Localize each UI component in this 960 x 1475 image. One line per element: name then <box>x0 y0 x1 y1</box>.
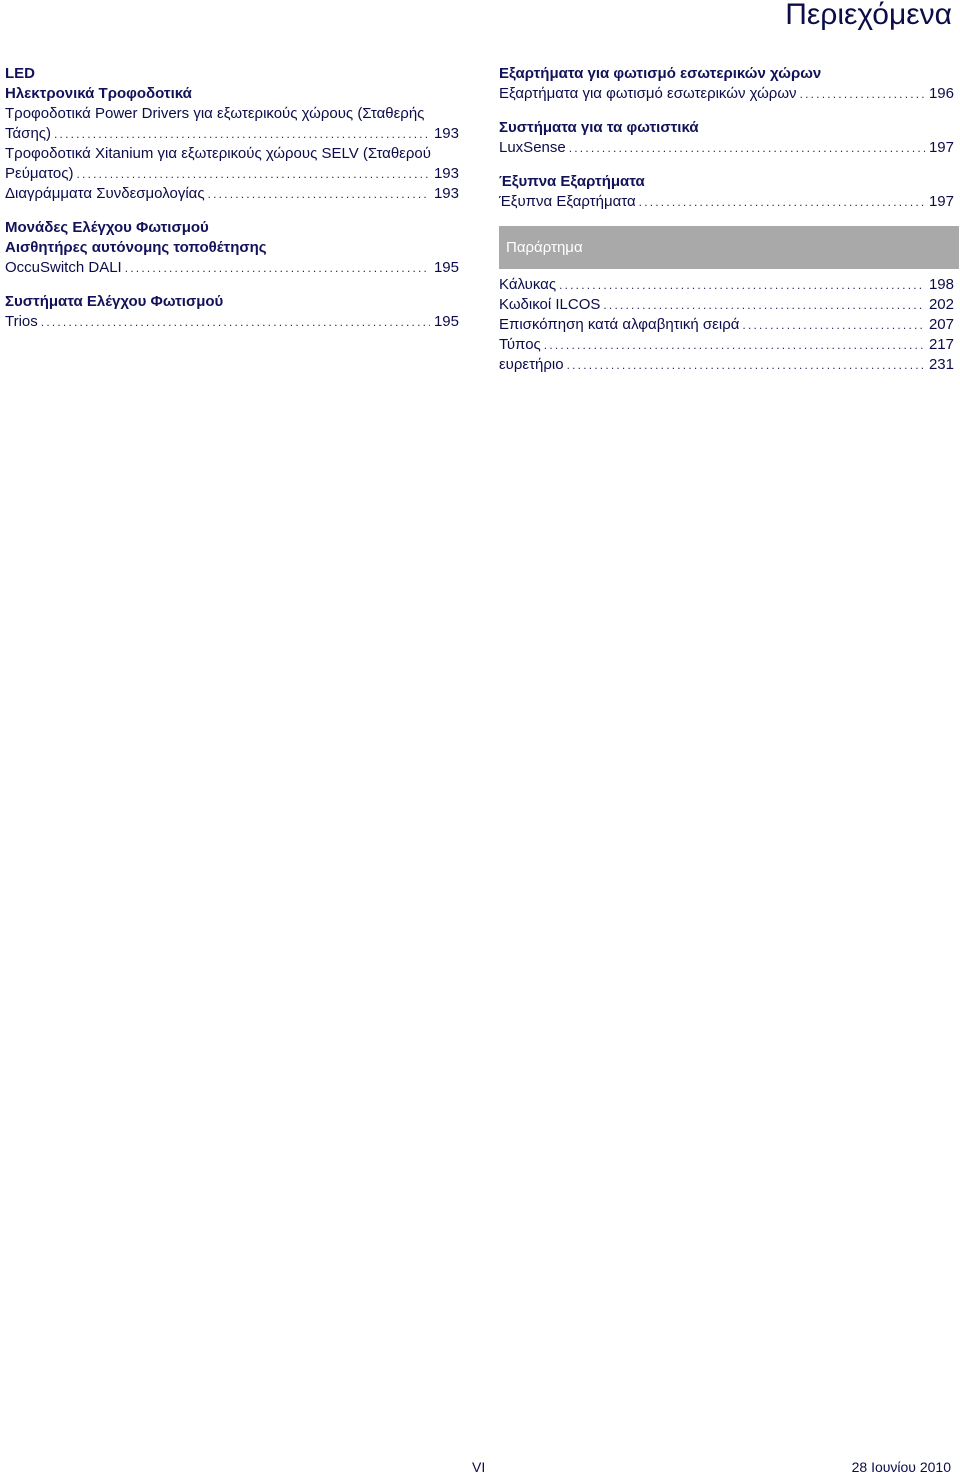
dot-leader <box>125 258 430 278</box>
toc-entry-text: Διαγράμματα Συνδεσμολογίας <box>5 185 205 202</box>
toc-entry-appendix[interactable] <box>499 335 954 355</box>
subsection-heading-drivers[interactable]: Ηλεκτρονικά Τροφοδοτικά <box>5 85 192 102</box>
dot-leader <box>559 275 925 295</box>
page-number: 193 <box>433 165 459 182</box>
page-title: Περιεχόμενα <box>785 0 952 31</box>
toc-entry-luxsense[interactable] <box>499 138 954 158</box>
toc-entry-smart-accessories[interactable] <box>499 192 954 212</box>
toc-entry-text-line1: Τροφοδοτικά Power Drivers για εξωτερικούς χώρους (Σταθερής <box>5 105 425 122</box>
appendix-banner[interactable]: Παράρτημα <box>499 226 959 269</box>
page-number: 195 <box>433 313 459 330</box>
toc-entry-wiring-diagrams[interactable] <box>5 184 459 204</box>
dot-leader <box>800 84 925 104</box>
dot-leader <box>567 355 925 375</box>
dot-leader <box>569 138 925 158</box>
footer-date: 28 Ιουνίου 2010 <box>851 1459 951 1475</box>
page-number: 193 <box>433 185 459 202</box>
toc-entry-text: ευρετήριο <box>499 356 564 373</box>
toc-entry-text-line1: Τροφοδοτικά Xitanium για εξωτερικούς χώρους SELV (Σταθερού <box>5 145 431 162</box>
toc-entry-text: Κωδικοί ILCOS <box>499 296 601 313</box>
toc-entry-text: Τύπος <box>499 336 541 353</box>
dot-leader <box>41 312 430 332</box>
toc-entry-text: LuxSense <box>499 139 566 156</box>
subsection-heading-smart-accessories[interactable]: Έξυπνα Εξαρτήματα <box>499 173 645 190</box>
toc-entry-text-line2: Τάσης) <box>5 125 52 142</box>
toc-entry-text: Έξυπνα Εξαρτήματα <box>499 193 636 210</box>
toc-entry-appendix[interactable] <box>499 315 954 335</box>
subsection-heading-luminaire-systems[interactable]: Συστήματα για τα φωτιστικά <box>499 119 699 136</box>
toc-entry-text: OccuSwitch DALI <box>5 259 122 276</box>
toc-left-column <box>5 64 459 332</box>
page-number: 217 <box>928 336 954 353</box>
footer-page-number: VI <box>472 1459 486 1475</box>
toc-entry-text: Trios <box>5 313 38 330</box>
page-number: 198 <box>928 276 954 293</box>
page-number: 195 <box>433 259 459 276</box>
toc-entry-appendix[interactable] <box>499 295 954 315</box>
dot-leader <box>77 164 430 184</box>
page-number: 202 <box>928 296 954 313</box>
toc-entry-appendix[interactable] <box>499 275 954 295</box>
page-number: 193 <box>433 125 459 142</box>
page-number: 231 <box>928 356 954 373</box>
section-heading-indoor-accessories[interactable]: Εξαρτήματα για φωτισμό εσωτερικών χώρων <box>499 65 822 82</box>
toc-entry-power-drivers[interactable] <box>5 104 459 144</box>
page-number: 196 <box>928 85 954 102</box>
section-heading-lighting-controls[interactable]: Μονάδες Ελέγχου Φωτισμού <box>5 219 209 236</box>
dot-leader <box>639 192 925 212</box>
toc-entry-trios[interactable] <box>5 312 459 332</box>
toc-entry-xitanium[interactable] <box>5 144 459 184</box>
subsection-heading-sensors[interactable]: Αισθητήρες αυτόνομης τοποθέτησης <box>5 239 267 256</box>
subsection-heading-control-systems[interactable]: Συστήματα Ελέγχου Φωτισμού <box>5 293 224 310</box>
toc-entry-occuswitch[interactable] <box>5 258 459 278</box>
dot-leader <box>603 295 925 315</box>
section-heading-led[interactable]: LED <box>5 65 35 82</box>
toc-entry-appendix[interactable] <box>499 355 954 375</box>
dot-leader <box>208 184 430 204</box>
toc-right-column <box>499 64 954 375</box>
toc-entry-text: Κάλυκας <box>499 276 557 293</box>
page-number: 207 <box>928 316 954 333</box>
toc-entry-text: Επισκόπηση κατά αλφαβητική σειρά <box>499 316 740 333</box>
dot-leader <box>742 315 925 335</box>
toc-entry-indoor-accessories[interactable] <box>499 84 954 104</box>
page-number: 197 <box>928 193 954 210</box>
dot-leader <box>54 124 430 144</box>
toc-entry-text: Εξαρτήματα για φωτισμό εσωτερικών χώρων <box>499 85 797 102</box>
toc-entry-text-line2: Ρεύματος) <box>5 165 74 182</box>
page-number: 197 <box>928 139 954 156</box>
dot-leader <box>544 335 925 355</box>
